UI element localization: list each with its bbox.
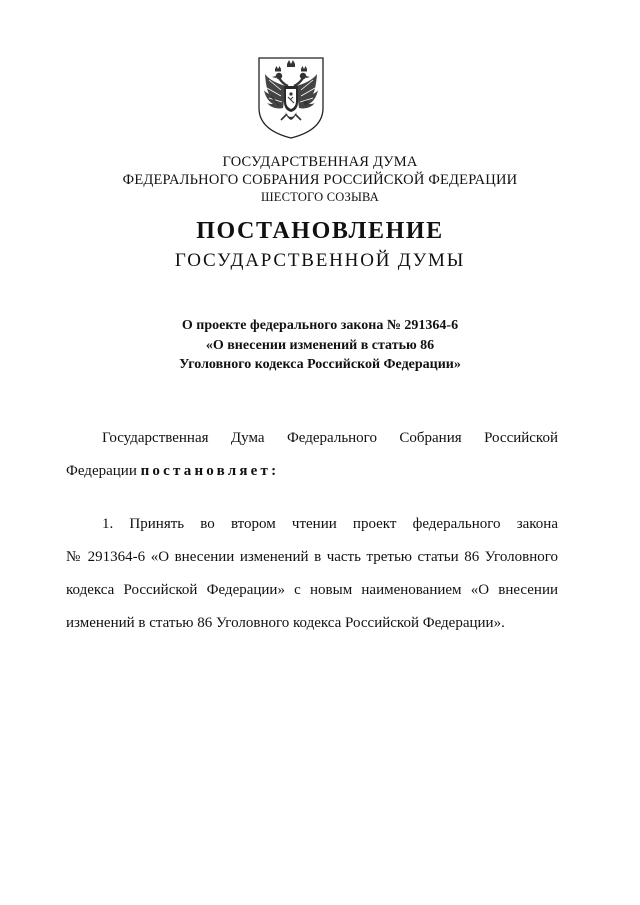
issuing-body-header bbox=[0, 153, 640, 206]
header-line-federal-assembly: ФЕДЕРАЛЬНОГО СОБРАНИЯ РОССИЙСКОЙ ФЕДЕРАЦИИ bbox=[122, 172, 518, 188]
preamble-line-2 bbox=[66, 455, 558, 488]
subject-line-2: «О внесении изменений в статью 86 bbox=[205, 337, 435, 353]
clause-1-line-4: изменений в статью 86 Уголовного кодекса Российской Федерации». bbox=[66, 615, 505, 631]
preamble-subject: Федерации bbox=[66, 463, 137, 479]
header-line-convocation: ШЕСТОГО СОЗЫВА bbox=[260, 190, 380, 204]
subject-line-3: Уголовного кодекса Российской Федерации» bbox=[179, 357, 461, 372]
document-type-title: ПОСТАНОВЛЕНИЕ bbox=[196, 218, 444, 244]
document-issuer-title: ГОСУДАРСТВЕННОЙ ДУМЫ bbox=[174, 250, 466, 271]
header-line-duma: ГОСУДАРСТВЕННАЯ ДУМА bbox=[222, 154, 418, 170]
clause-1-line-3: кодекса Российской Федерации» с новым наименованием «О внесении bbox=[66, 582, 558, 598]
preamble-paragraph bbox=[66, 422, 558, 488]
clause-1-line-2: № 291364-6 «О внесении изменений в часть третью статьи 86 Уголовного bbox=[66, 549, 558, 565]
subject-line-1: О проекте федерального закона № 291364-6 bbox=[181, 318, 459, 333]
document-subject bbox=[0, 316, 640, 375]
coat-of-arms-emblem-icon bbox=[257, 56, 325, 140]
preamble-line-1: Государственная Дума Федерального Собрания Российской bbox=[102, 430, 558, 446]
clause-1-line-1: 1. Принять во втором чтении проект федерального закона bbox=[102, 516, 558, 532]
clause-1-paragraph bbox=[66, 508, 558, 640]
preamble-resolves: постановляет: bbox=[140, 463, 280, 479]
